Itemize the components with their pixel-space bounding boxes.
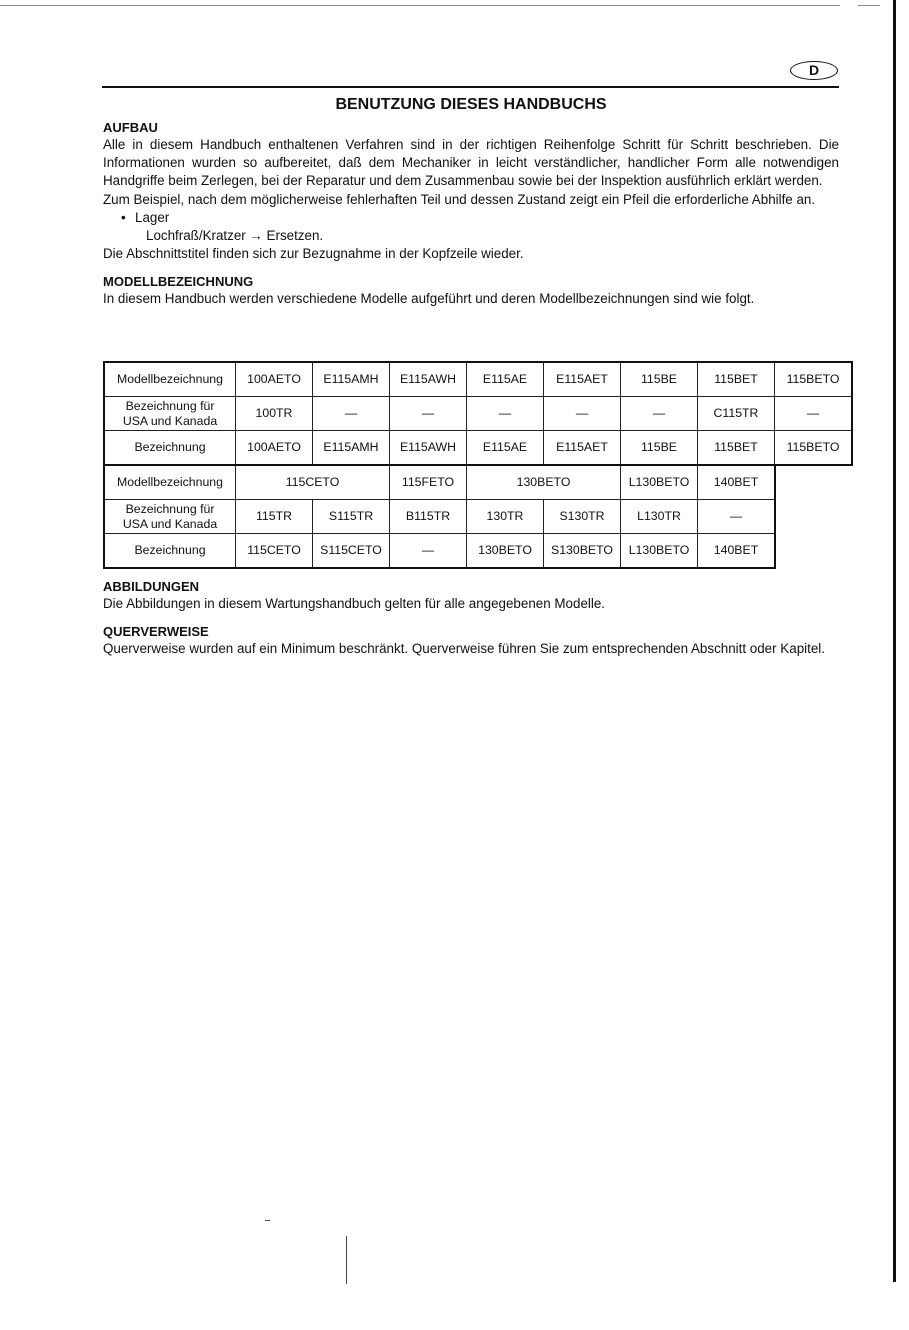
- table-row: [104, 431, 852, 466]
- table-row: [104, 397, 852, 431]
- model-table-1: [103, 361, 853, 466]
- table-cell: 115BET: [698, 431, 775, 466]
- row-label-usa-line1: Bezeichnung für: [125, 501, 215, 516]
- table-cell: —: [621, 397, 698, 431]
- row-label-designation: Bezeichnung: [104, 534, 236, 569]
- table-cell: —: [698, 500, 776, 534]
- page-content: [103, 94, 839, 309]
- table-cell: 115BE: [621, 362, 698, 397]
- row-label-usa: [104, 397, 236, 431]
- table-cell: L130BETO: [621, 465, 698, 500]
- table-cell: E115AWH: [390, 431, 467, 466]
- table-row: [104, 465, 775, 500]
- table-cell: 115BE: [621, 431, 698, 466]
- table-cell: —: [313, 397, 390, 431]
- scan-edge-top-right: [858, 5, 880, 6]
- row-label-model: Modellbezeichnung: [104, 465, 236, 500]
- table-cell: E115AET: [544, 362, 621, 397]
- model-table-2: [103, 464, 776, 569]
- table-cell: E115AWH: [390, 362, 467, 397]
- table-cell: 115CETO: [236, 534, 313, 569]
- table-cell: 115BET: [698, 362, 775, 397]
- table-cell: 115BETO: [775, 362, 853, 397]
- table-cell: L130BETO: [621, 534, 698, 569]
- row-label-model: Modellbezeichnung: [104, 362, 236, 397]
- table-cell: 130BETO: [467, 465, 621, 500]
- language-badge: D: [790, 61, 838, 80]
- table-cell: 115BETO: [775, 431, 853, 466]
- querverweise-text: Querverweise wurden auf ein Minimum beschränkt. Querverweise führen Sie zum entsprechenden Abschnitt oder Kapitel.: [103, 641, 825, 657]
- row-label-usa: [104, 500, 236, 534]
- row-label-usa-line2: USA und Kanada: [122, 413, 218, 428]
- table-cell: E115AE: [467, 431, 544, 466]
- scan-speck: [265, 1220, 270, 1221]
- modell-intro: In diesem Handbuch werden verschiedene Modelle aufgeführt und deren Modellbezeichnungen sind wie folgt.: [103, 291, 755, 307]
- scan-edge-right: [893, 0, 896, 1282]
- table-cell: —: [390, 534, 467, 569]
- table-cell: 115CETO: [236, 465, 390, 500]
- scan-mark-bottom: [346, 1236, 347, 1284]
- table-cell: 130BETO: [467, 534, 544, 569]
- table-cell: E115AMH: [313, 362, 390, 397]
- table-cell: —: [467, 397, 544, 431]
- table-cell: 100AETO: [236, 362, 313, 397]
- table-row: [104, 500, 775, 534]
- table-cell: 115FETO: [390, 465, 467, 500]
- table-cell: S130TR: [544, 500, 621, 534]
- table-cell: —: [390, 397, 467, 431]
- heading-abbildungen: ABBILDUNGEN: [103, 579, 200, 594]
- table-cell: 140BET: [698, 465, 776, 500]
- bullet-sub-item: Lochfraß/Kratzer → Ersetzen.: [146, 228, 324, 244]
- table-row: [104, 534, 775, 569]
- abbildungen-text: Die Abbildungen in diesem Wartungshandbuch gelten für alle angegebenen Modelle.: [103, 596, 606, 611]
- table-cell: B115TR: [390, 500, 467, 534]
- row-label-usa-line1: Bezeichnung für: [125, 398, 215, 413]
- table-cell: S115TR: [313, 500, 390, 534]
- page-content-lower: [103, 578, 839, 658]
- heading-modellbezeichnung: MODELLBEZEICHNUNG: [103, 274, 254, 290]
- bullet-symbol: •: [121, 209, 126, 225]
- table-cell: —: [544, 397, 621, 431]
- table-cell: E115AET: [544, 431, 621, 466]
- table-cell: E115AE: [467, 362, 544, 397]
- aufbau-paragraph-1: Alle in diesem Handbuch enthaltenen Verfahren sind in der richtigen Reihenfolge Schritt für Schritt beschrieben. Die Informationen wurden so aufbereitet, daß dem Mechaniker in leicht verständlicher, handlicher Form alle notwendigen Handgriffe beim Zerlegen, bei der Reparatur und dem Zusammenbau sowie bei der Inspektion ausführlich erklärt werden.: [103, 137, 839, 189]
- heading-querverweise: QUERVERWEISE: [103, 624, 209, 640]
- row-label-usa-line2: USA und Kanada: [122, 516, 218, 531]
- page-title: BENUTZUNG DIESES HANDBUCHS: [335, 96, 607, 113]
- table-cell: L130TR: [621, 500, 698, 534]
- aufbau-paragraph-2: Zum Beispiel, nach dem möglicherweise fehlerhaften Teil und dessen Zustand zeigt ein Pfeil die erforderliche Abhilfe an.: [103, 191, 816, 207]
- aufbau-paragraph-3: Die Abschnittstitel finden sich zur Bezugnahme in der Kopfzeile wieder.: [103, 246, 524, 262]
- table-cell: S115CETO: [313, 534, 390, 569]
- bullet-item: [121, 209, 839, 227]
- table-cell: —: [775, 397, 853, 431]
- header-rule: [102, 86, 839, 88]
- table-cell: 115TR: [236, 500, 313, 534]
- table-cell: E115AMH: [313, 431, 390, 466]
- table-cell: S130BETO: [544, 534, 621, 569]
- bullet-label: Lager: [135, 209, 170, 225]
- table-cell: 100TR: [236, 397, 313, 431]
- heading-aufbau: AUFBAU: [103, 120, 158, 135]
- table-cell: 100AETO: [236, 431, 313, 466]
- row-label-designation: Bezeichnung: [104, 431, 236, 466]
- table-cell: 140BET: [698, 534, 776, 569]
- table-cell: 130TR: [467, 500, 544, 534]
- table-row: [104, 362, 852, 397]
- table-cell: C115TR: [698, 397, 775, 431]
- scan-edge-top: [0, 5, 840, 6]
